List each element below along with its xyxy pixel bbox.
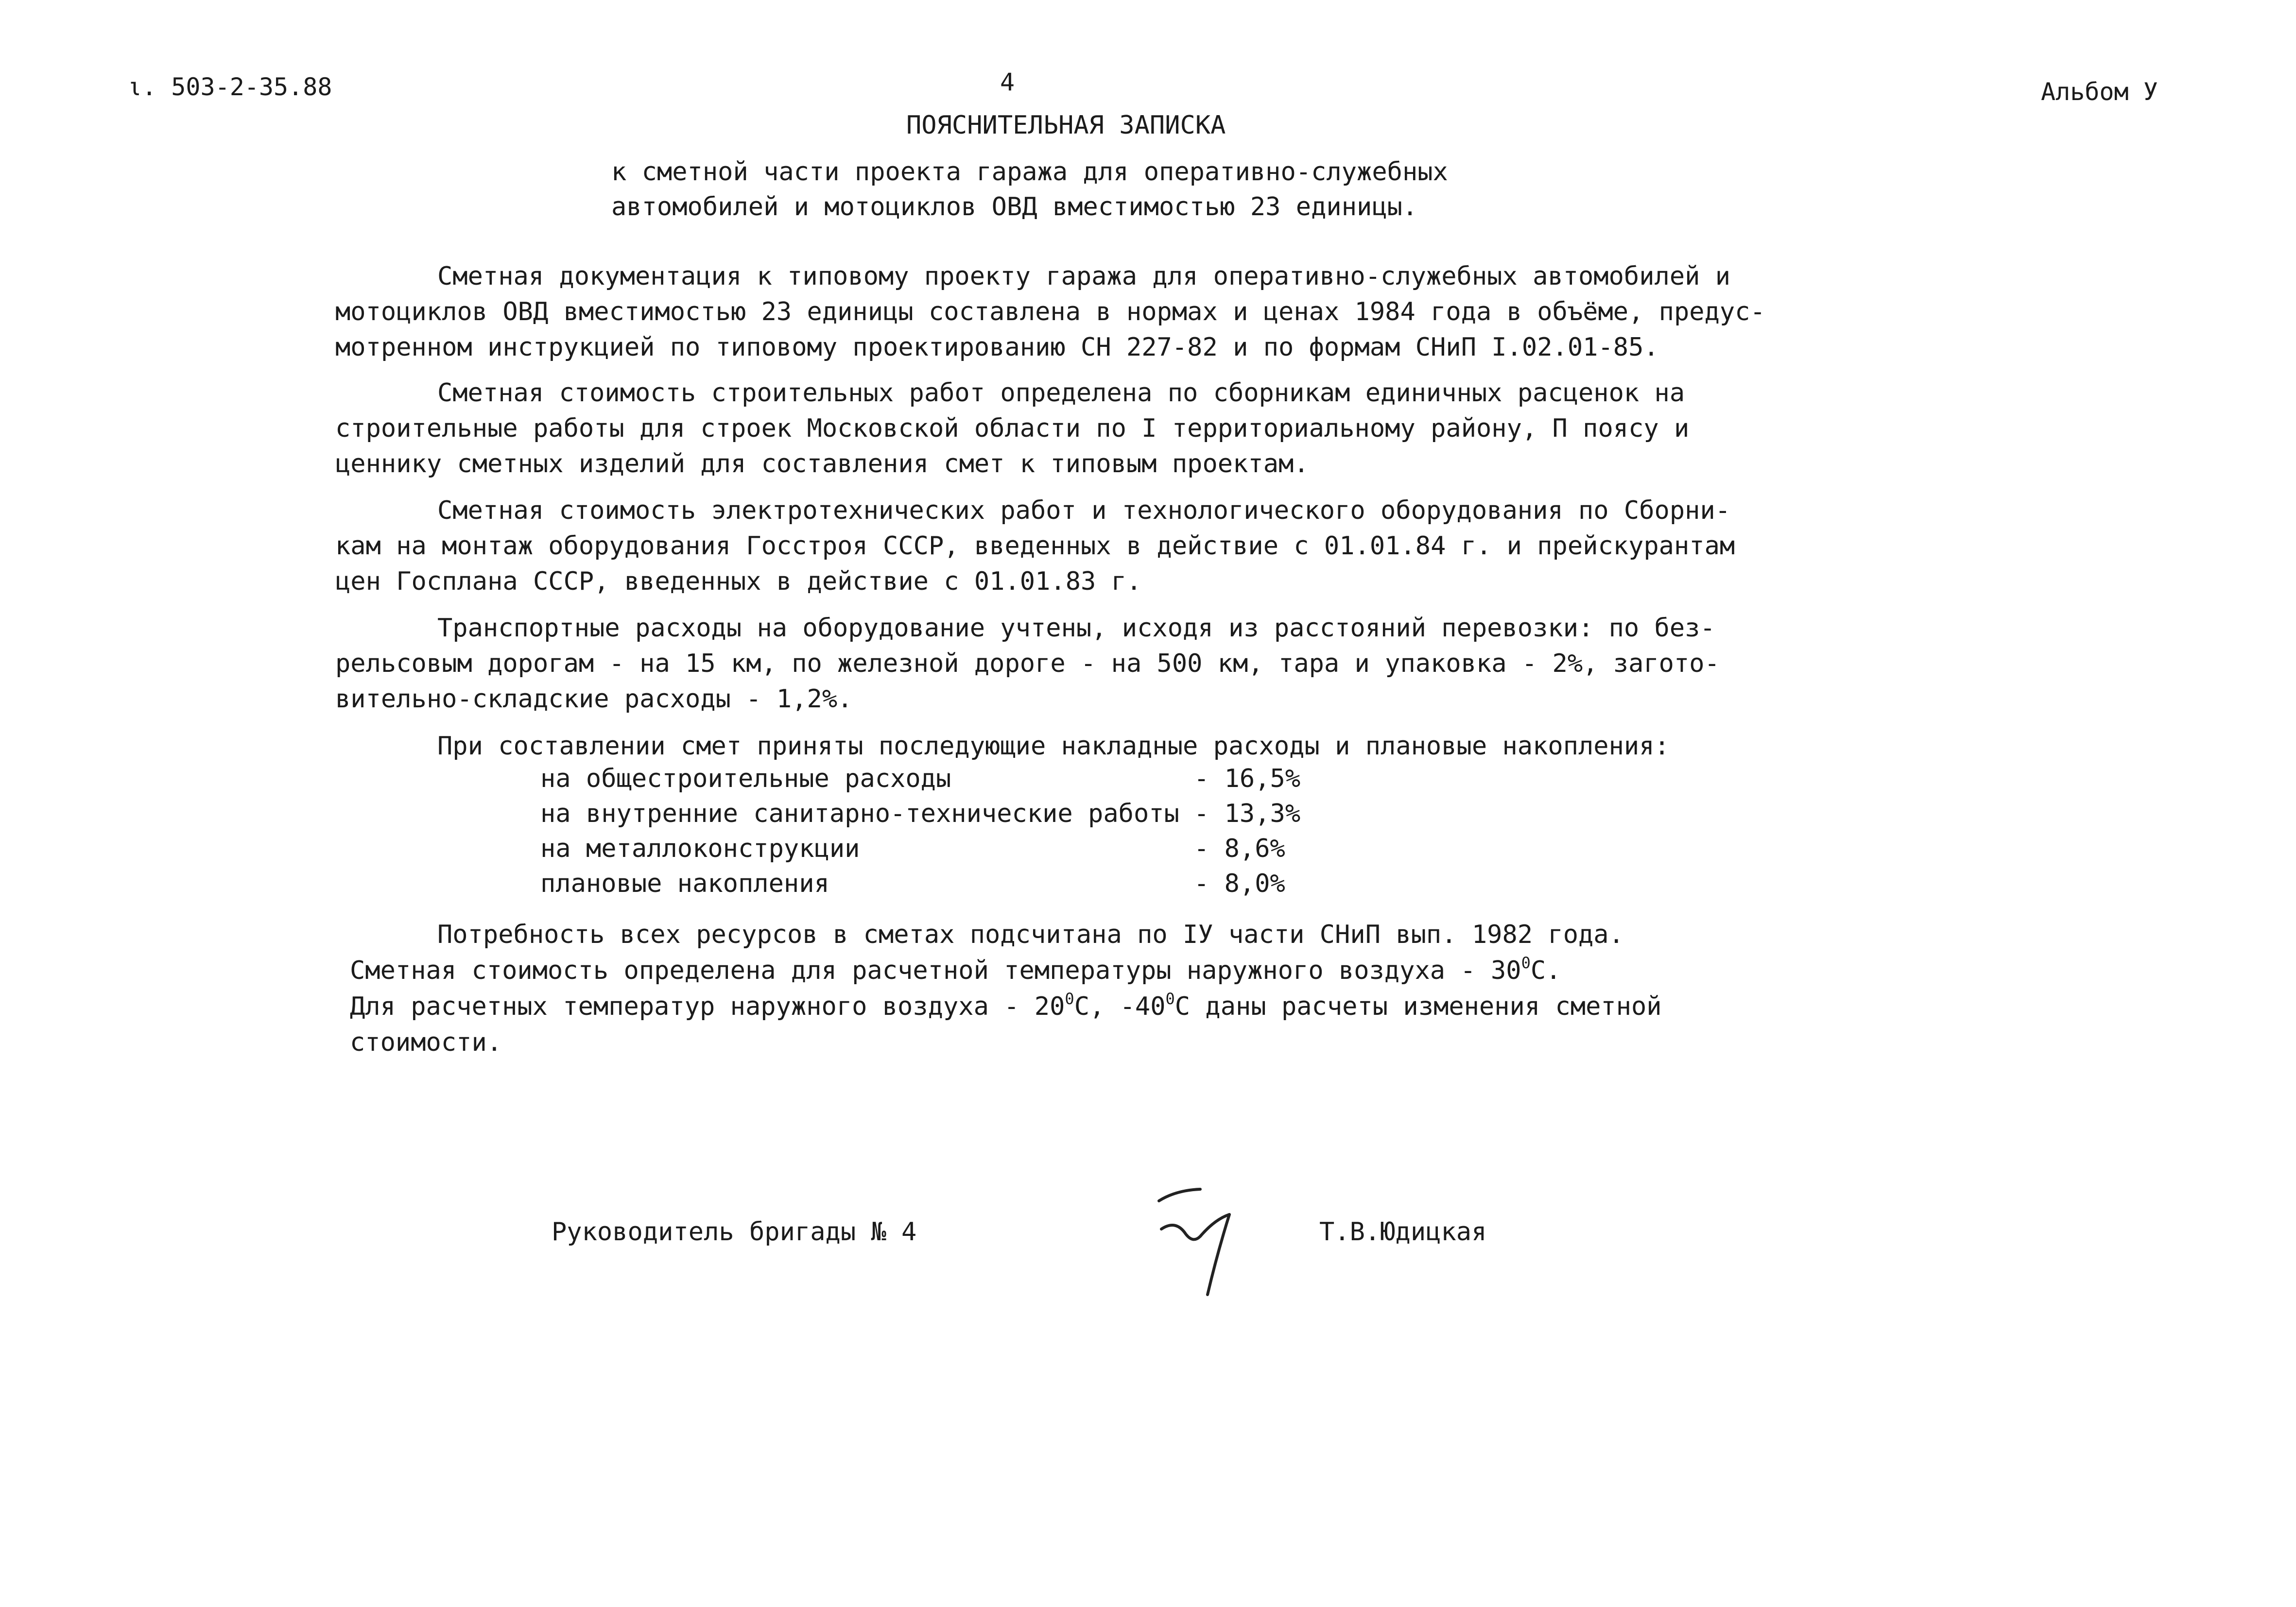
rate-label: на общестроительные расходы [540, 764, 951, 793]
paragraph-1-line: мотоциклов ОВД вместимостью 23 единицы составлена в нормах и ценах 1984 года в объёме, предус- [335, 297, 1765, 326]
rate-value: - 13,3% [1194, 799, 1301, 828]
paragraph-3-line: Сметная стоимость электротехнических работ и технологического оборудования по Сборни- [437, 496, 1731, 525]
paragraph-2-line: строительные работы для строек Московской области по I территориальному району, П поясу и [335, 414, 1690, 443]
closing-line-2 [350, 953, 1561, 989]
page-number: 4 [1000, 68, 1015, 96]
paragraph-2-line: Сметная стоимость строительных работ определена по сборникам единичных расценок на [437, 378, 1685, 408]
paragraph-4-line: вительно-складские расходы - 1,2%. [335, 684, 853, 714]
document-subtitle-line1: к сметной части проекта гаража для оперативно-служебных [611, 157, 1448, 187]
rate-value: - 16,5% [1194, 764, 1301, 793]
rate-label: плановые накопления [540, 869, 829, 898]
handwritten-signature [1147, 1180, 1259, 1302]
paragraph-3-line: кам на монтаж оборудования Госстроя СССР, введенных в действие с 01.01.84 г. и прейскурантам [335, 531, 1735, 561]
paragraph-2-line: ценнику сметных изделий для составления смет к типовым проектам. [335, 449, 1309, 479]
paragraph-4-line: Транспортные расходы на оборудование учтены, исходя из расстояний перевозки: по без- [437, 614, 1715, 643]
rate-row [540, 764, 1366, 800]
degree-mark: 0 [1165, 990, 1175, 1008]
rate-row [540, 799, 1366, 835]
album-label: Альбом У [2041, 78, 2158, 106]
rate-label: на внутренние санитарно-технические работы [540, 799, 1179, 828]
closing-line-3 [350, 989, 1662, 1025]
closing-line-2-unit: С. [1530, 956, 1561, 985]
paragraph-1-line: мотренном инструкцией по типовому проектированию СН 227-82 и по формам СНиП I.02.01-85. [335, 333, 1659, 362]
signature-role: Руководитель бригады № 4 [552, 1217, 917, 1247]
document-title: ПОЯСНИТЕЛЬНАЯ ЗАПИСКА [906, 111, 1226, 140]
closing-line-4: стоимости. [350, 1028, 502, 1057]
closing-line-3-text: Для расчетных температур наружного воздуха - 20 [350, 992, 1065, 1021]
paragraph-4 [335, 611, 1744, 717]
signature-name: Т.В.Юдицкая [1319, 1217, 1487, 1247]
rate-label: на металлоконструкции [540, 834, 860, 863]
closing-line-3-text: С, -40 [1074, 992, 1166, 1021]
rates-intro: При составлении смет приняты последующие накладные расходы и плановые накопления: [437, 732, 1670, 761]
document-subtitle-line2: автомобилей и мотоциклов ОВД вместимостью 23 единицы. [611, 192, 1418, 222]
paragraph-1 [335, 259, 1765, 365]
closing-line-3-text: С даны расчеты изменения сметной [1174, 992, 1662, 1021]
rate-row [540, 869, 1366, 905]
rate-row [540, 834, 1366, 870]
paragraph-3-line: цен Госплана СССР, введенных в действие с 01.01.83 г. [335, 567, 1142, 596]
degree-mark: 0 [1065, 990, 1074, 1008]
closing-line-1: Потребность всех ресурсов в сметах подсчитана по IУ части СНиП вып. 1982 года. [437, 920, 1624, 949]
paragraph-4-line: рельсовым дорогам - на 15 км, по железной дороге - на 500 км, тара и упаковка - 2%, загото- [335, 649, 1720, 678]
paragraph-2 [335, 376, 1744, 482]
paragraph-3 [335, 493, 1744, 599]
closing-line-2-text: Сметная стоимость определена для расчетной температуры наружного воздуха - 30 [350, 956, 1521, 985]
rate-value: - 8,6% [1194, 834, 1285, 863]
document-code: ι. 503-2-35.88 [127, 73, 332, 101]
paragraph-1-line: Сметная документация к типовому проекту гаража для оперативно-служебных автомобилей и [437, 262, 1731, 291]
degree-mark: 0 [1521, 954, 1531, 972]
rate-value: - 8,0% [1194, 869, 1285, 898]
